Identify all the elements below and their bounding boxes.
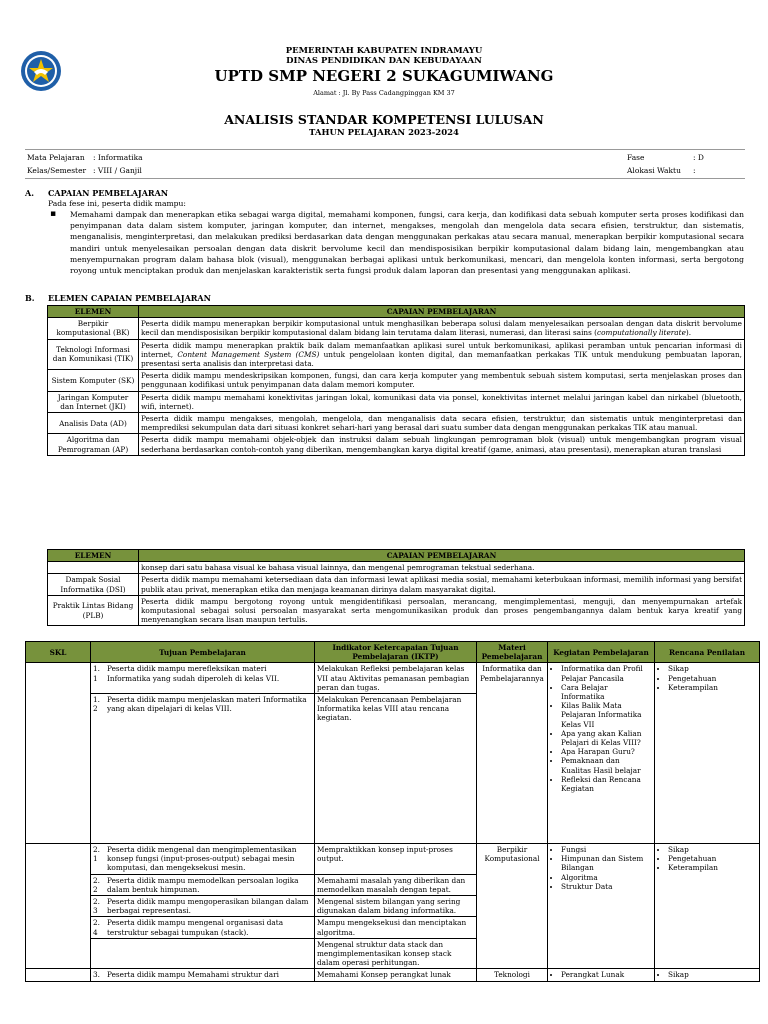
iktp-cell: Memahami masalah yang diberikan dan memodelkan masalah dengan tepat.: [315, 874, 477, 895]
tujuan-cell: 2. 2 Peserta didik mampu memodelkan persoalan logika dalam bentuk himpunan.: [91, 874, 315, 895]
column-header-rencana: Rencana Penilaian: [655, 642, 760, 663]
elemen-table-continued: [47, 549, 745, 626]
table-row: [48, 562, 745, 574]
elemen-cell: [48, 562, 139, 574]
tujuan-cell: 1. 2 Peserta didik mampu menjelaskan materi Informatika yang akan dipelajari di kelas VIII.: [91, 694, 315, 844]
subject-value: : Informatika: [93, 153, 143, 162]
list-item: • Pengetahuan: [668, 674, 757, 683]
tujuan-cell: [91, 938, 315, 969]
materi-cell: Teknologi: [477, 969, 548, 981]
tujuan-cell: 2. 3 Peserta didik mampu mengoperasikan bilangan dalam berbagai representasi.: [91, 896, 315, 917]
penilaian-cell: [655, 844, 760, 969]
government-name: PEMERINTAH KABUPATEN INDRAMAYU: [285, 46, 483, 56]
iktp-cell: Memahami Konsep perangkat lunak: [315, 969, 477, 981]
tujuan-cell: 1. 1 Peserta didik mampu merefleksikan materi Informatika yang sudah diperoleh di kelas VII.: [91, 663, 315, 694]
document-year: TAHUN PELAJARAN 2023-2024: [309, 128, 459, 138]
skl-cell: [26, 663, 91, 844]
list-item: • Apa Harapan Guru?: [561, 747, 652, 756]
kegiatan-cell: [548, 844, 655, 969]
skl-cell: [26, 844, 91, 969]
elemen-cell: Teknologi Informasi dan Komunikasi (TIK): [48, 339, 139, 370]
capaian-cell: Peserta didik mampu memahami objek-objek dan instruksi dalam sebuah lingkungan pemrograman blok (visual) untuk mengembangkan program visual sederhana berdasarkan contoh-contoh yang diberikan, mengembangkan karya digital kreatif (game, animasi, atau presentasi), menerapkan aturan translasi: [139, 434, 745, 455]
time-value: :: [693, 166, 696, 175]
tujuan-cell: 2. 1 Peserta didik mengenal dan mengimplementasikan konsep fungsi (input-proses-output) sebagai mesin komputasi, dan mengeksekusi mesin.: [91, 844, 315, 875]
divider: [25, 178, 745, 179]
column-header-skl: SKL: [26, 642, 91, 663]
column-header-capaian: CAPAIAN PEMBELAJARAN: [139, 550, 745, 562]
table-row: [26, 663, 760, 694]
list-item: • Pengetahuan: [668, 854, 757, 863]
subject-label: Mata Pelajaran: [27, 153, 85, 162]
list-item: • Refleksi dan Rencana Kegiatan: [561, 775, 652, 793]
column-header-materi: Materi Pemebelajaran: [477, 642, 548, 663]
iktp-cell: Mampu mengeksekusi dan menciptakan algoritma.: [315, 917, 477, 938]
document-title: ANALISIS STANDAR KOMPETENSI LULUSAN: [224, 112, 544, 127]
table-row: [26, 844, 760, 875]
section-a-intro: Pada fese ini, peserta didik mampu:: [48, 199, 186, 208]
materi-cell: Berpikir Komputasional: [477, 844, 548, 969]
class-value: : VIII / Ganjil: [93, 166, 142, 175]
section-a-heading: CAPAIAN PEMBELAJARAN: [48, 188, 169, 198]
skl-cell: [26, 969, 91, 981]
capaian-cell: Peserta didik mampu mengakses, mengolah, mengelola, dan menganalisis data secara efisien, terstruktur, dan sistematis untuk menginterpretasi dan memprediksi sekumpulan data dari situasi konkret sehari-hari yang berasal dari suatu sumber data dengan menggunakan perkakas TIK atau manual.: [139, 413, 745, 434]
divider: [25, 149, 745, 150]
phase-label: Fase: [627, 153, 645, 162]
tujuan-cell: 3. Peserta didik mampu Memahami struktur dari: [91, 969, 315, 981]
list-item: • Struktur Data: [561, 882, 652, 891]
table-header-row: [26, 642, 760, 663]
capaian-cell: Peserta didik mampu memahami ketersediaan data dan informasi lewat aplikasi media sosial, memahami keterbukaan informasi, memilih informasi yang bersifat publik atau privat, menerapkan etika dan menjaga keamanan dirinya dalam masyarakat digital.: [139, 574, 745, 595]
kegiatan-cell: [548, 969, 655, 981]
list-item: • Pemaknaan dan Kualitas Hasil belajar: [561, 756, 652, 774]
list-item: • Keterampilan: [668, 683, 757, 692]
column-header-tujuan: Tujuan Pembelajaran: [91, 642, 315, 663]
elemen-cell: Berpikir komputasional (BK): [48, 318, 139, 339]
department-name: DINAS PENDIDIKAN DAN KEBUDAYAAN: [286, 56, 482, 66]
capaian-cell: Peserta didik mampu bergotong royong untuk mengidentifikasi persoalan, merancang, mengimplementasi, menguji, dan menyempurnakan artefak komputasional sebagai solusi persoalan masyarakat serta mengomunikasikan produk dan proses pengembangannya dalam bentuk karya kreatif yang menyenangkan secara lisan maupun tertulis.: [139, 595, 745, 626]
iktp-cell: Mengenal struktur data stack dan mengimplementasikan konsep stack dalam operasi perhitungan.: [315, 938, 477, 969]
list-item: • Algoritma: [561, 873, 652, 882]
list-item: • Cara Belajar Informatika: [561, 683, 652, 701]
capaian-cell: konsep dari satu bahasa visual ke bahasa visual lainnya, dan mengenal pemrograman tekstual sederhana.: [139, 562, 745, 574]
table-row: [48, 391, 745, 412]
phase-value: : D: [693, 153, 704, 162]
materi-cell: Informatika dan Pembelajarannya: [477, 663, 548, 844]
table-row: [48, 370, 745, 391]
column-header-capaian: CAPAIAN PEMBELAJARAN: [139, 306, 745, 318]
column-header-elemen: ELEMEN: [48, 550, 139, 562]
school-name: UPTD SMP NEGERI 2 SUKAGUMIWANG: [214, 67, 554, 85]
list-item: • Kilas Balik Mata Pelajaran Informatika Kelas VII: [561, 701, 652, 729]
section-b-heading: ELEMEN CAPAIAN PEMBELAJARAN: [48, 293, 211, 303]
table-header-row: [48, 550, 745, 562]
capaian-cell: Peserta didik mampu menerapkan praktik baik dalam memanfaatkan aplikasi surel untuk berkomunikasi, aplikasi peramban untuk pencarian informasi di internet, Content Management System (CMS) untuk pengelolaan konten digital, dan memanfaatkan perkakas TIK untuk mendukung pembuatan laporan, presentasi serta analisis dan interpretasi data.: [139, 339, 745, 370]
table-row: [48, 434, 745, 455]
penilaian-cell: [655, 969, 760, 981]
table-row: [48, 318, 745, 339]
time-label: Alokasi Waktu: [627, 166, 681, 175]
kegiatan-cell: [548, 663, 655, 844]
list-item: • Perangkat Lunak: [561, 970, 652, 979]
elemen-cell: Analisis Data (AD): [48, 413, 139, 434]
table-row: [48, 413, 745, 434]
table-row: [48, 574, 745, 595]
school-address: Alamat : Jl. By Pass Cadangpinggan KM 37: [313, 89, 455, 97]
column-header-elemen: ELEMEN: [48, 306, 139, 318]
iktp-cell: Mengenal sistem bilangan yang sering digunakan dalam bidang informatika.: [315, 896, 477, 917]
section-a-letter: A.: [25, 188, 34, 198]
iktp-cell: Melakukan Refleksi pembelajaran kelas VII atau Aktivitas pemanasan pembagian peran dan tugas.: [315, 663, 477, 694]
elemen-cell: Algoritma dan Pemrograman (AP): [48, 434, 139, 455]
table-row: [48, 595, 745, 626]
list-item: • Keterampilan: [668, 863, 757, 872]
elemen-table: [47, 305, 745, 456]
capaian-cell: Peserta didik mampu memahami konektivitas jaringan lokal, komunikasi data via ponsel, konektivitas internet melalui jaringan kabel dan nirkabel (bluetooth, wifi, internet).: [139, 391, 745, 412]
penilaian-cell: [655, 663, 760, 844]
skl-table: [25, 641, 760, 982]
list-item: • Sikap: [668, 664, 757, 673]
class-label: Kelas/Semester: [27, 166, 87, 175]
iktp-cell: Melakukan Perencanaan Pembelajaran Informatika kelas VIII atau rencana kegiatan.: [315, 694, 477, 844]
elemen-cell: Praktik Lintas Bidang (PLB): [48, 595, 139, 626]
list-item: • Apa yang akan Kalian Pelajari di Kelas VIII?: [561, 729, 652, 747]
column-header-iktp: Indikator Ketercapaian Tujuan Pembelajaran (IKTP): [315, 642, 477, 663]
tujuan-cell: 2. 4 Peserta didik mampu mengenal organisasi data terstruktur sebagai tumpukan (stack).: [91, 917, 315, 938]
list-item: • Fungsi: [561, 845, 652, 854]
section-b-letter: B.: [25, 293, 35, 303]
list-item: • Sikap: [668, 970, 757, 979]
section-a-bullet: Memahami dampak dan menerapkan etika sebagai warga digital, memahami komponen, fungsi, cara kerja, dan kodifikasi data sebuah komputer serta proses kodifikasi dan penyimpanan data dalam sistem komputer, jaringan komputer, dan internet, mengakses, mengolah dan mengelola data secara efisien, terstruktur, dan sistematis, menganalisis, menginterpretasi, dan melakukan prediksi berdasarkan data dengan menggunakan perkakas atau secara manual, menerapkan berpikir komputasional secara mandiri untuk menyelesaikan persoalan dengan data diskrit bervolume kecil dan mendisposisikan berpikir komputasional dalam bidang lain, mengembangkan atau menyempurnakan program dalam bahasa blok (visual), menggunakan berbagai aplikasi untuk berkomunikasi, mencari, dan mengelola konten informasi, serta bergotong royong untuk menciptakan produk dan menjelaskan karakteristik serta fungsi produk dalam laporan dan presentasi yang menggunakan aplikasi.: [70, 210, 744, 276]
bullet-icon: ▪: [50, 209, 57, 219]
elemen-cell: Dampak Sosial Informatika (DSI): [48, 574, 139, 595]
table-row: [26, 969, 760, 981]
capaian-cell: Peserta didik mampu menerapkan berpikir komputasional untuk menghasilkan beberapa solusi dalam menyelesaikan persoalan dengan data diskrit bervolume kecil dan mendisposisikan berpikir komputasional dalam bidang lain terutama dalam literasi, numerasi, dan literasi sains (computationally literate).: [139, 318, 745, 339]
list-item: • Informatika dan Profil Pelajar Pancasila: [561, 664, 652, 682]
list-item: • Sikap: [668, 845, 757, 854]
list-item: • Himpunan dan Sistem Bilangan: [561, 854, 652, 872]
table-row: [48, 339, 745, 370]
table-header-row: [48, 306, 745, 318]
elemen-cell: Jaringan Komputer dan Internet (JKI): [48, 391, 139, 412]
capaian-cell: Peserta didik mampu mendeskripsikan komponen, fungsi, dan cara kerja komputer yang membentuk sebuah sistem komputasi, serta menjelaskan proses dan penggunaan kodifikasi untuk penyimpanan data dalam memori komputer.: [139, 370, 745, 391]
column-header-kegiatan: Kegiatan Pembelajaran: [548, 642, 655, 663]
iktp-cell: Mempraktikkan konsep input-proses output.: [315, 844, 477, 875]
elemen-cell: Sistem Komputer (SK): [48, 370, 139, 391]
